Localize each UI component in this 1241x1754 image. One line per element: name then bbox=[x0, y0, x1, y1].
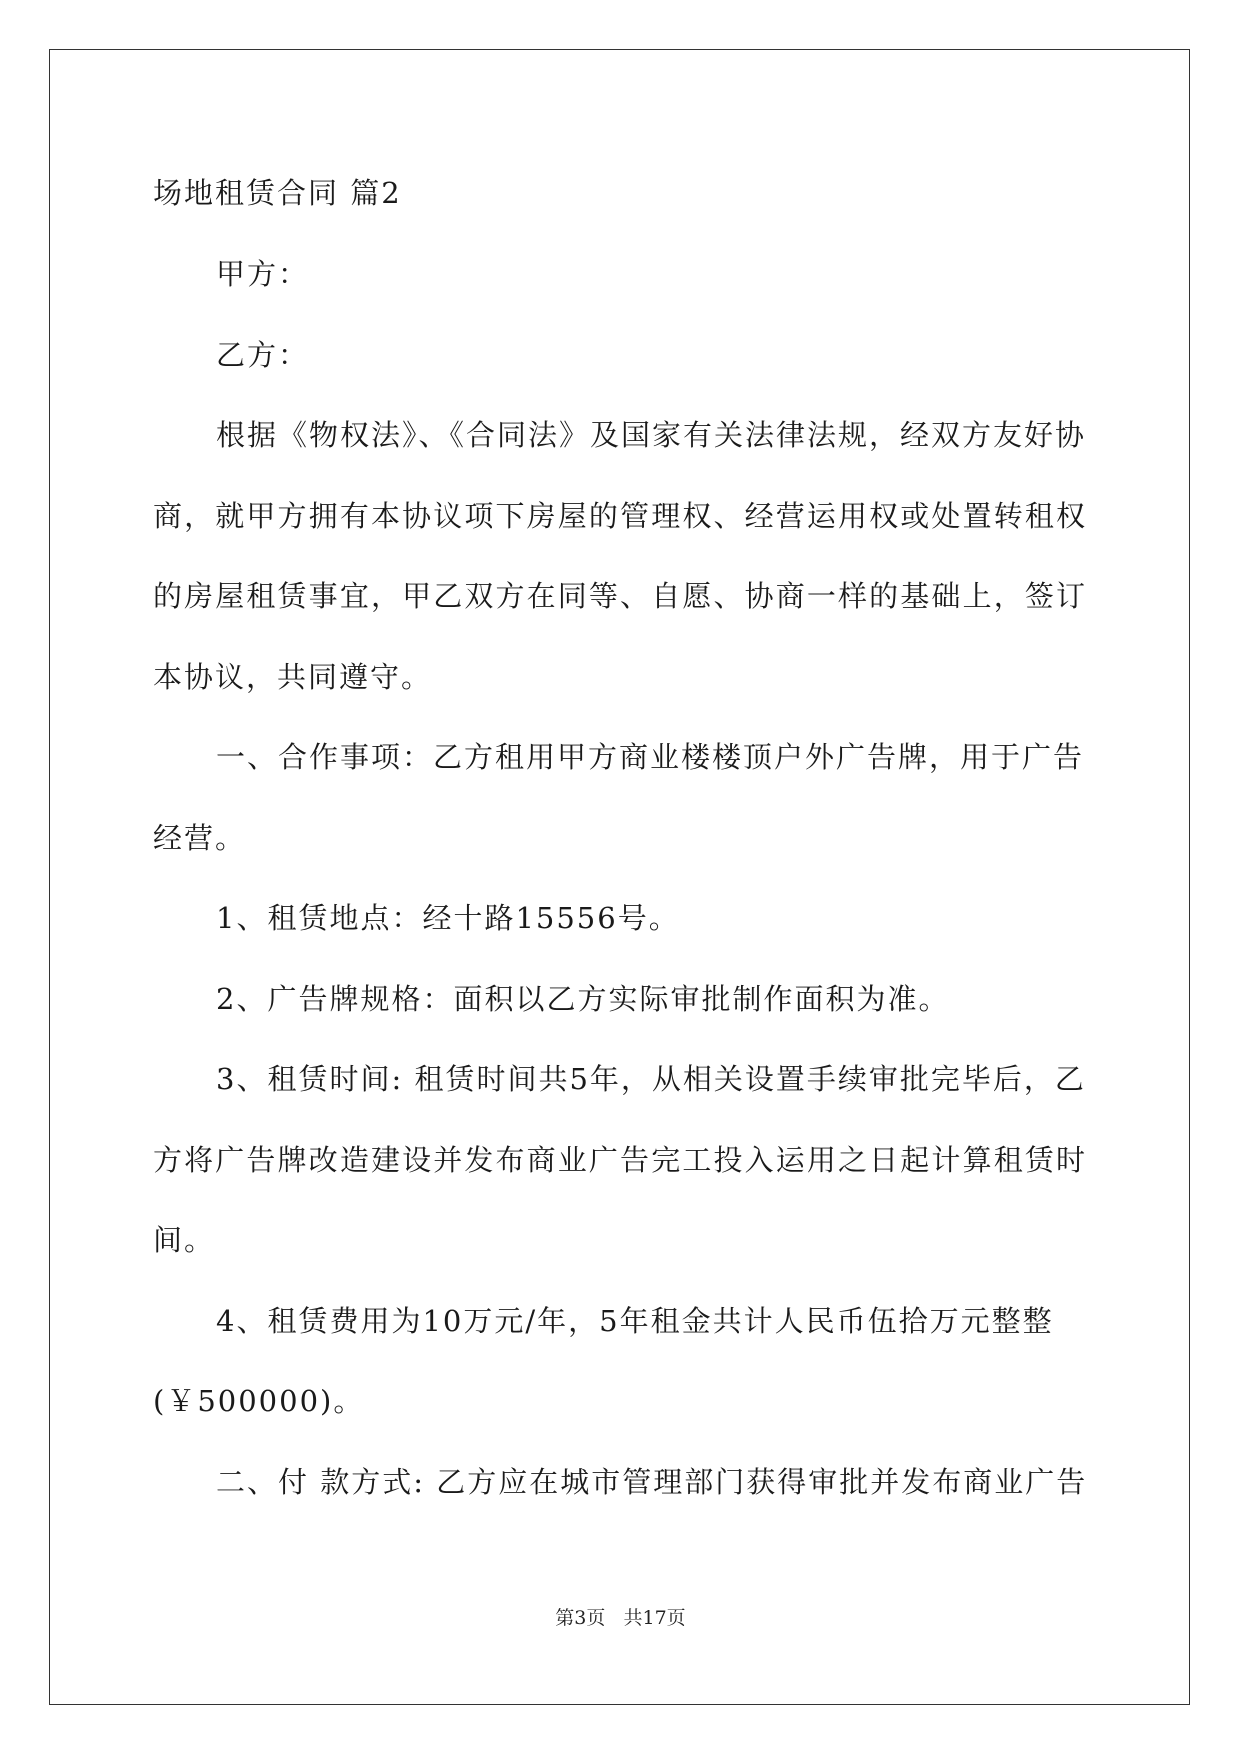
party-b-label: 乙方： bbox=[216, 338, 310, 372]
clause-item: 二、付 款方式: 乙方应在城市管理部门获得审批并发布商业广告 bbox=[216, 1465, 1088, 1499]
clause-item: 3、租赁时间: 租赁时间共5年，从相关设置手续审批完毕后，乙 bbox=[216, 1062, 1086, 1096]
paragraph-line: 经营。 bbox=[153, 821, 247, 855]
paragraph-line: 的房屋租赁事宜，甲乙双方在同等、自愿、协商一样的基础上，签订 bbox=[153, 579, 1087, 613]
page-border bbox=[49, 49, 1190, 1705]
paragraph-line: 方将广告牌改造建设并发布商业广告完工投入运用之日起计算租赁时 bbox=[153, 1143, 1087, 1177]
clause-item: 1、租赁地点：经十路15556号。 bbox=[216, 901, 680, 935]
party-a-label: 甲方： bbox=[216, 257, 310, 291]
page-number: 第3页 共17页 bbox=[555, 1607, 686, 1629]
paragraph-line: 根据《物权法》、《合同法》及国家有关法律法规，经双方友好协 bbox=[216, 418, 1087, 452]
paragraph-line: 间。 bbox=[153, 1223, 216, 1257]
paragraph-line: (￥500000)。 bbox=[153, 1384, 365, 1418]
clause-item: 2、广告牌规格：面积以乙方实际审批制作面积为准。 bbox=[216, 982, 950, 1016]
paragraph-line: 商，就甲方拥有本协议项下房屋的管理权、经营运用权或处置转租权 bbox=[153, 499, 1087, 533]
paragraph-line: 本协议，共同遵守。 bbox=[153, 660, 433, 694]
clause-item: 4、租赁费用为10万元/年，5年租金共计人民币伍拾万元整整 bbox=[216, 1304, 1054, 1338]
document-title: 场地租赁合同 篇2 bbox=[153, 176, 402, 210]
paragraph-line: 一、合作事项：乙方租用甲方商业楼楼顶户外广告牌，用于广告 bbox=[216, 740, 1085, 774]
